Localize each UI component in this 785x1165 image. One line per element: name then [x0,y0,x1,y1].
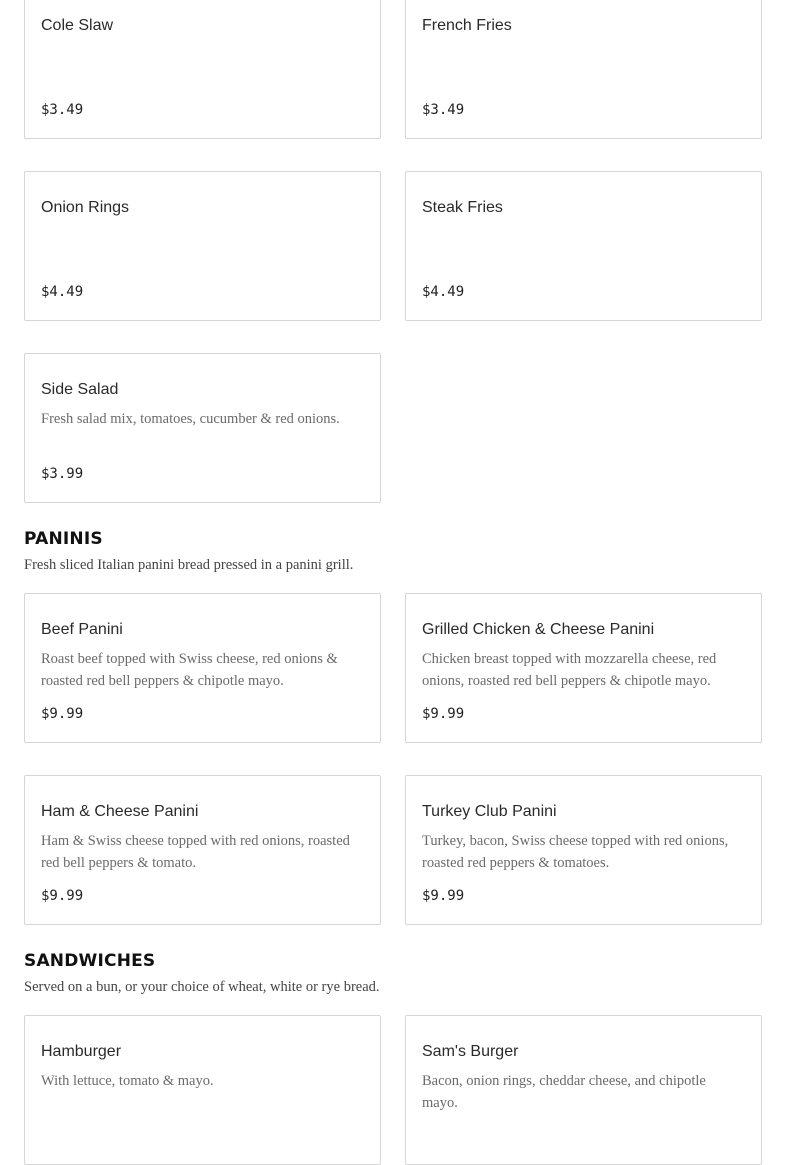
menu-item-description: With lettuce, tomato & mayo. [41,1073,214,1089]
menu-item-description: Turkey, bacon, Swiss cheese topped with red onions, roasted red peppers & tomatoes. [422,833,729,871]
section-description: Served on a bun, or your choice of wheat, white or rye bread. [24,979,380,995]
menu-item-card[interactable] [24,171,381,321]
menu-item-card[interactable] [24,775,381,925]
menu-item-name: Beef Panini [41,621,123,638]
menu-item-name: Ham & Cheese Panini [41,803,199,820]
menu-item-name: Steak Fries [422,199,503,216]
menu-item-card[interactable] [24,593,381,743]
menu-item-card[interactable] [24,353,381,503]
menu-item-price: $3.49 [422,102,465,118]
menu-item-card[interactable] [24,1015,381,1165]
menu-item-name: Onion Rings [41,199,130,216]
menu-item-price: $3.99 [41,466,84,482]
menu-item-name: Sam's Burger [422,1043,519,1060]
menu-item-price: $9.99 [41,706,84,722]
menu-item-card[interactable] [405,1015,762,1165]
menu-item-price: $9.99 [41,888,84,904]
menu-item-card[interactable] [405,171,762,321]
menu-item-price: $3.49 [41,102,84,118]
menu-item-card[interactable] [405,775,762,925]
menu-item-price: $4.49 [422,284,465,300]
menu-item-name: Cole Slaw [41,17,114,34]
menu-item-description: Fresh salad mix, tomatoes, cucumber & red onions. [41,411,340,427]
menu-item-price: $9.99 [422,706,465,722]
menu-item-description: Ham & Swiss cheese topped with red onions, roasted red bell peppers & tomato. [41,833,350,871]
section-title: SANDWICHES [24,951,156,971]
section-title: PANINIS [24,529,103,549]
menu-item-name: French Fries [422,17,512,34]
menu-item-name: Side Salad [41,381,119,398]
menu-item-card[interactable] [405,0,762,139]
menu-item-name: Grilled Chicken & Cheese Panini [422,621,655,638]
menu-item-card[interactable] [405,593,762,743]
menu-item-name: Turkey Club Panini [422,803,557,820]
menu-item-price: $9.99 [422,888,465,904]
menu-item-name: Hamburger [41,1043,122,1060]
menu-item-card[interactable] [24,0,381,139]
section-description: Fresh sliced Italian panini bread pressed in a panini grill. [24,557,354,573]
menu-item-description: Roast beef topped with Swiss cheese, red onions & roasted red bell peppers & chipotle mayo. [41,651,338,689]
menu-item-description: Chicken breast topped with mozzarella cheese, red onions, roasted red bell peppers & chipotle mayo. [422,651,717,689]
menu-item-description: Bacon, onion rings, cheddar cheese, and chipotle mayo. [422,1073,706,1111]
menu-item-price: $4.49 [41,284,84,300]
